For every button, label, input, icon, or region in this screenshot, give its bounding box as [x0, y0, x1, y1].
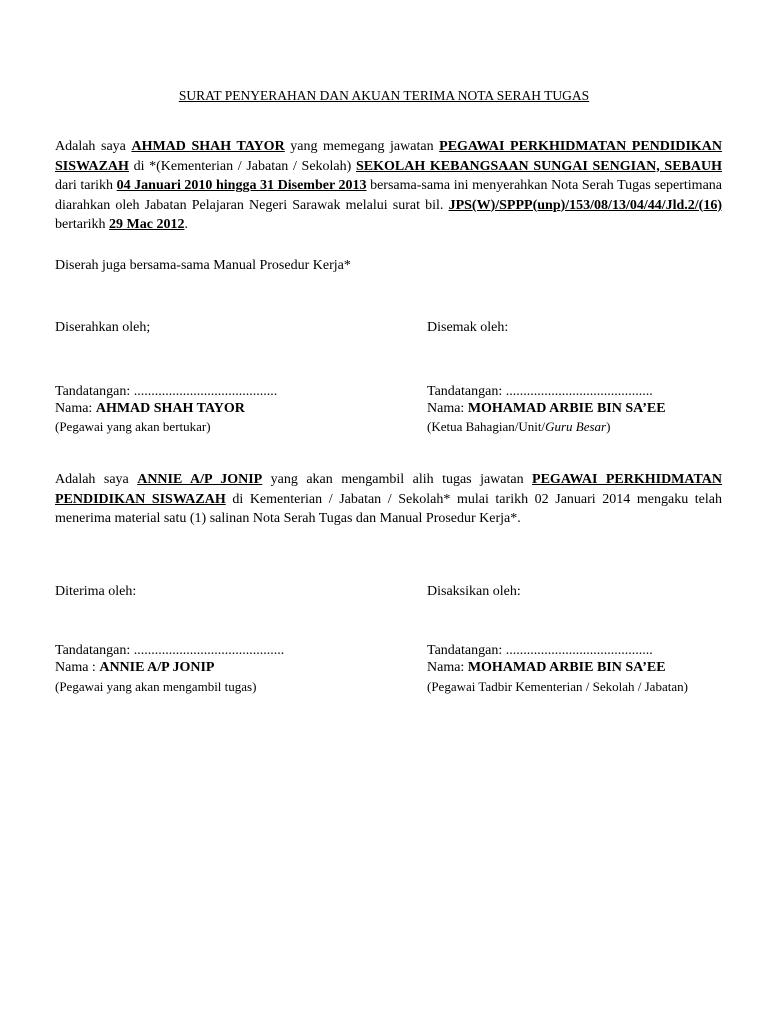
acceptance-paragraph [55, 470, 722, 529]
name-line [427, 400, 666, 418]
document-title: SURAT PENYERAHAN DAN AKUAN TERIMA NOTA SERAH TUGAS [178, 88, 590, 103]
name-line [427, 659, 666, 677]
text: Guru Besar [545, 419, 607, 434]
signatory-role: (Pegawai Tadbir Kementerian / Sekolah / Jabatan) [427, 679, 688, 694]
signatory-name: MOHAMAD ARBIE BIN SA’EE [467, 660, 666, 675]
reference-number: JPS(W)/SPPP(unp)/153/08/13/04/44/Jld.2/(16) [448, 197, 722, 213]
text: Adalah saya [55, 139, 132, 154]
manual-note: Diserah juga bersama-sama Manual Prosedur Kerja* [55, 258, 351, 273]
signatory-name: AHMAD SHAH TAYOR [95, 401, 245, 416]
name-line [55, 659, 214, 677]
text: (Ketua Bahagian/Unit/ [427, 419, 546, 434]
signature-line: Tandatangan: .......................................... [427, 643, 653, 658]
text: bertarikh [55, 217, 110, 232]
text: . [184, 217, 188, 232]
signatory-role [427, 418, 610, 436]
post-title: PEGAWAI PERKHIDMATAN PENDIDIKAN SISWAZAH [55, 472, 722, 507]
signature-line: Tandatangan: .......................................... [427, 384, 653, 399]
post-title: PEGAWAI PERKHIDMATAN PENDIDIKAN SISWAZAH [55, 139, 722, 174]
text: Adalah saya [55, 472, 138, 487]
signature-line: Tandatangan: ......................................... [55, 384, 278, 399]
text: di *(Kementerian / Jabatan / Sekolah) [128, 158, 356, 174]
name-label: Nama: [55, 401, 96, 416]
text: di Kementerian / Jabatan / Sekolah* mulai tarikh 02 Januari 2014 mengaku telah menerima material satu (1) salinan Nota Serah Tugas dan Manual Prosedur Kerja*. [55, 491, 722, 526]
text: bersama-sama ini menyerahkan Nota Serah Tugas sepertimana diarahkan oleh Jabatan Pelajaran Negeri Sarawak melalui surat bil. [55, 178, 723, 213]
text: ) [606, 419, 611, 434]
text: yang akan mengambil alih tugas jawatan [262, 472, 533, 487]
school-name: SEKOLAH KEBANGSAAN SUNGAI SENGIAN, SEBAUH [355, 158, 722, 174]
name-line [55, 400, 245, 418]
signatory-role: (Pegawai yang akan mengambil tugas) [55, 679, 257, 694]
reviewed-by-heading: Disemak oleh: [427, 320, 509, 335]
signatory-name: MOHAMAD ARBIE BIN SA’EE [467, 401, 666, 416]
text: yang memegang jawatan [284, 139, 440, 154]
received-by-heading: Diterima oleh: [55, 584, 137, 599]
name-label: Nama: [427, 660, 468, 675]
name-label: Nama: [427, 401, 468, 416]
reference-date: 29 Mac 2012 [109, 217, 185, 232]
service-period: 04 Januari 2010 hingga 31 Disember 2013 [116, 178, 367, 193]
signatory-role: (Pegawai yang akan bertukar) [55, 419, 211, 434]
signature-line: Tandatangan: ........................................... [55, 643, 285, 658]
handover-name: AHMAD SHAH TAYOR [131, 139, 285, 154]
handover-paragraph [55, 137, 722, 235]
handed-over-by-heading: Diserahkan oleh; [55, 320, 151, 335]
signatory-name: ANNIE A/P JONIP [99, 660, 215, 675]
text: dari tarikh [55, 178, 117, 193]
recipient-name: ANNIE A/P JONIP [137, 472, 263, 487]
witnessed-by-heading: Disaksikan oleh: [427, 584, 521, 599]
name-label: Nama : [55, 660, 100, 675]
